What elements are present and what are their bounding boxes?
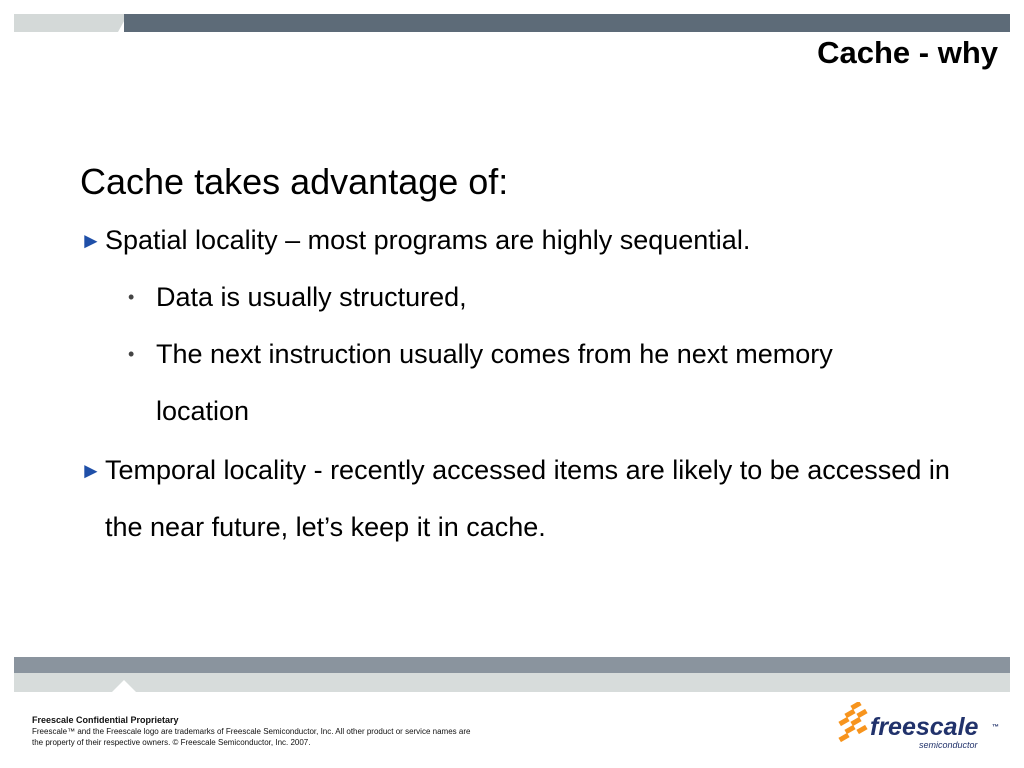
freescale-logo <box>834 700 1014 756</box>
arrow-bullet-icon: ► <box>80 458 102 483</box>
arrow-bullet-icon: ► <box>80 228 102 253</box>
footer-bar-dark <box>14 657 1010 673</box>
logo-wordmark: freescale <box>870 713 979 741</box>
bullet-spatial-locality <box>80 212 960 269</box>
sub-bullet-text: Data is usually structured, <box>156 282 467 312</box>
footer-copyright-line: the property of their respective owners. © Freescale Semiconductor, Inc. 2007. <box>32 738 311 747</box>
sub-bullet-next-instruction <box>128 326 868 440</box>
slide-heading: Cache takes advantage of: <box>80 161 509 202</box>
dot-bullet-icon: • <box>128 344 135 364</box>
dot-bullet-icon: • <box>128 287 135 307</box>
sub-bullet-text: The next instruction usually comes from he next memory location <box>156 339 833 426</box>
logo-tagline: semiconductor <box>919 740 978 750</box>
header-bar-light <box>14 14 118 32</box>
slide-title: Cache - why <box>817 35 998 70</box>
logo-trademark: ™ <box>992 724 999 731</box>
freescale-logo-icon <box>834 702 874 744</box>
footer-title: Freescale Confidential Proprietary <box>32 715 179 725</box>
bullet-text: Temporal locality - recently accessed items are likely to be accessed in the near future, let’s keep it in cache. <box>105 455 950 542</box>
bullet-text: Spatial locality – most programs are highly sequential. <box>105 225 751 255</box>
bullet-temporal-locality <box>80 442 960 556</box>
footer-legal <box>32 715 552 748</box>
sub-bullet-data-structured <box>128 269 868 326</box>
header-bar-dark <box>124 14 1010 32</box>
footer-bar-light <box>14 673 1010 692</box>
footer-trademark-line: Freescale™ and the Freescale logo are trademarks of Freescale Semiconductor, Inc. All other product or service names are <box>32 727 471 736</box>
